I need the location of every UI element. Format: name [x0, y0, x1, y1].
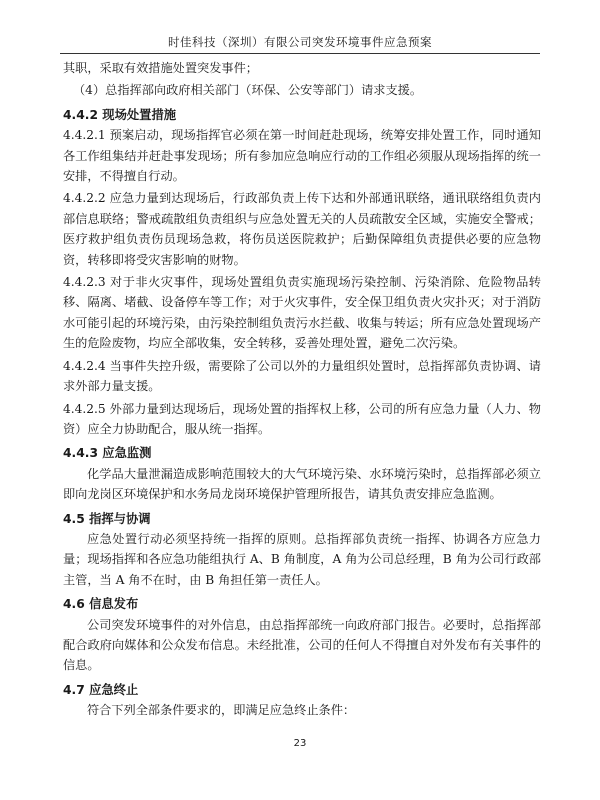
paragraph-4-6: 公司突发环境事件的对外信息，由总指挥部统一向政府部门报告。必要时，总指挥部配合政府向媒体和公众发布信息。未经批准，公司的任何人不得擅自对外发布有关事件的信息。 [63, 617, 541, 673]
paragraph-4-4-2-2: 4.4.2.2 应急力量到达现场后，行政部负责上传下达和外部通讯联络，通讯联络组负责内部信息联络；警戒疏散组负责组织与应急处置无关的人员疏散安全区域，实施安全警戒；医疗救护组负责伤员现场急救，将伤员送医院救护；后勤保障组负责提供必要的应急物资，转移即将受灾害影响的财物。 [63, 191, 541, 267]
paragraph-4-5: 应急处置行动必须坚持统一指挥的原则。总指挥部负责统一指挥、协调各方应急力量；现场指挥和各应急功能组执行 A、B 角制度，A 角为公司总经理，B 角为公司行政部主管，当 A 角不在时，由 B 角担任第一责任人。 [63, 531, 541, 587]
paragraph-4-4-3: 化学品大量泄漏造成影响范围较大的大气环境污染、水环境污染时，总指挥部必须立即向龙岗区环境保护和水务局龙岗环境保护管理所报告，请其负责安排应急监测。 [63, 466, 541, 502]
heading-4-4-3: 4.4.3 应急监测 [63, 446, 152, 461]
heading-4-4-2: 4.4.2 现场处置措施 [63, 107, 177, 122]
heading-4-7: 4.7 应急终止 [63, 682, 139, 697]
heading-4-6: 4.6 信息发布 [63, 597, 139, 612]
paragraph-4-4-2-1: 4.4.2.1 预案启动，现场指挥官必须在第一时间赶赴现场，统筹安排处置工作，同时通知各工作组集结并赶赴事发现场；所有参加应急响应行动的工作组必须服从现场指挥的统一安排，不得擅自行动。 [63, 128, 541, 184]
page-body [63, 58, 541, 721]
paragraph-item-4: （4）总指挥部向政府相关部门（环保、公安等部门）请求支援。 [73, 83, 423, 98]
paragraph-4-4-2-3: 4.4.2.3 对于非火灾事件，现场处置组负责实施现场污染控制、污染消除、危险物品转移、隔离、堵截、设备停车等工作；对于火灾事件，安全保卫组负责火灾扑灭；对于消防水可能引起的环境污染，由污染控制组负责污水拦截、收集与转运；所有应急处置现场产生的危险废物，均应全部收集，安全转移，妥善处理处置，避免二次污染。 [63, 275, 541, 351]
paragraph-continuation: 其职，采取有效措施处置突发事件； [63, 61, 258, 75]
page-number: 23 [293, 738, 307, 749]
running-header: 时佳科技（深圳）有限公司突发环境事件应急预案 [60, 34, 540, 54]
paragraph-4-4-2-4: 4.4.2.4 当事件失控升级，需要除了公司以外的力量组织处置时，总指挥部负责协调、请求外部力量支援。 [63, 358, 541, 394]
paragraph-4-4-2-5: 4.4.2.5 外部力量到达现场后，现场处置的指挥权上移，公司的所有应急力量（人力、物资）应全力协助配合，服从统一指挥。 [63, 401, 541, 436]
heading-4-5: 4.5 指挥与协调 [63, 511, 151, 526]
paragraph-4-7: 符合下列全部条件要求的，即满足应急终止条件： [87, 703, 356, 718]
